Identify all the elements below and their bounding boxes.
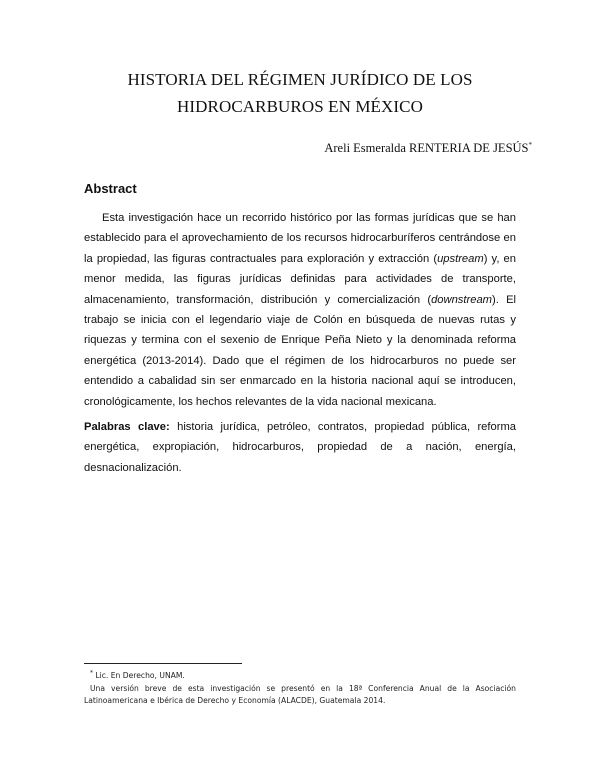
author-footnote-mark: *: [528, 140, 532, 149]
footnotes: [84, 670, 516, 708]
abstract-paragraph: [84, 208, 516, 412]
footnote-mark: *: [90, 669, 93, 677]
footnote-1: [84, 670, 516, 683]
abstract-term-upstream: upstream: [437, 252, 484, 265]
author-line: [324, 140, 532, 156]
footnote-1-text: Lic. En Derecho, UNAM.: [93, 671, 185, 680]
abstract-heading: Abstract: [84, 181, 137, 196]
footnote-divider: [84, 663, 242, 664]
abstract-term-downstream: downstream: [431, 293, 492, 306]
keywords-list: historia jurídica, petróleo, contratos, propiedad pública, reforma energética, expropiación, hidrocarburos, propiedad de a nación, energía, desnacionalización.: [84, 421, 516, 474]
keywords-paragraph: [84, 417, 516, 478]
title-line-1: HISTORIA DEL RÉGIMEN JURÍDICO DE LOS: [127, 70, 473, 89]
author-name: Areli Esmeralda RENTERIA DE JESÚS: [324, 141, 529, 155]
keywords-label: Palabras clave:: [84, 421, 170, 433]
footnote-2: Una versión breve de esta investigación se presentó en la 18ª Conferencia Anual de la Asociación Latinoamericana e Ibérica de Derecho y Economía (ALACDE), Guatemala 2014.: [84, 683, 516, 705]
abstract-text-3: ). El trabajo se inicia con el legendario viaje de Colón en búsqueda de nuevas rutas y riquezas y termina con el sexenio de Enrique Peña Nieto y la denominada reforma energética (2013-2014). Dado que el régimen de los hidrocarburos no puede ser entendido a cabalidad sin ser enmarcado en la historia nacional aquí se introducen, cronológicamente, los hechos relevantes de la vida nacional mexicana.: [84, 293, 517, 408]
document-title: [60, 66, 540, 120]
abstract-text-1: Esta investigación hace un recorrido histórico por las formas jurídicas que se han establecido para el aprovechamiento de los recursos hidrocarburíferos centrándose en la propiedad, las figuras contractuales para exploración y extracción (: [84, 212, 516, 265]
abstract-text-2: ) y, en menor medida, las figuras jurídicas definidas para actividades de transporte, almacenamiento, transformación, distribución y comercialización (: [84, 252, 516, 306]
title-line-2: HIDROCARBUROS EN MÉXICO: [177, 97, 423, 116]
